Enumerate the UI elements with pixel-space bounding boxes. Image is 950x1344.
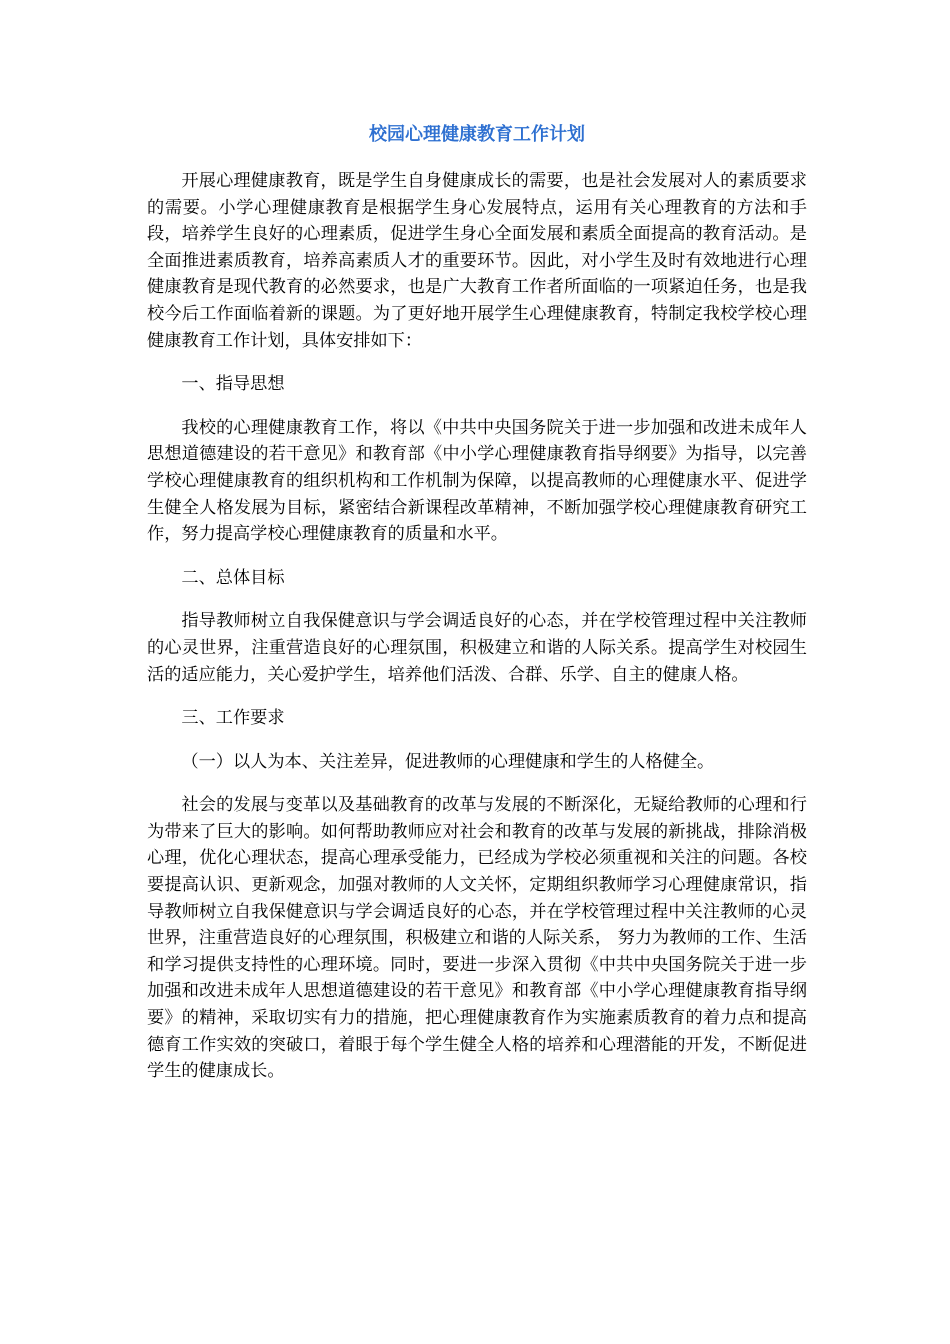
section-heading-overall-goal: 二、总体目标 (181, 567, 285, 588)
subsection-heading-people-oriented: （一）以人为本、关注差异，促进教师的心理健康和学生的人格健全。 (181, 751, 715, 772)
section-heading-work-requirements: 三、工作要求 (181, 708, 285, 729)
subsection-body-people-oriented: 社会的发展与变革以及基础教育的改革与发展的不断深化，无疑给教师的心理和行为带来了巨大的影响。如何帮助教师应对社会和教育的改革与发展的新挑战，排除消极心理，优化心理状态，提高心理承受能力，已经成为学校必须重视和关注的问题。各校要提高认识、更新观念，加强对教师的人文关怀，定期组织教师学习心理健康常识，指导教师树立自我保健意识与学会调适良好的心态，并在学校管理过程中关注教师的心灵世界，注重营造良好的心理氛围，积极建立和谐的人际关系， 努力为教师的工作、生活和学习提供支持性的心理环境。同时，要进一步深入贯彻《中共中央国务院关于进一步加强和改进未成年人思想道德建设的若干意见》和教育部《中小学心理健康教育指导纲要》的精神，采取切实有力的措施，把心理健康教育作为实施素质教育的着力点和提高德育工作实效的突破口，着眼于每个学生健全人格的培养和心理潜能的开发，不断促进学生的健康成长。 (147, 795, 807, 1082)
document-title: 校园心理健康教育工作计划 (369, 124, 585, 145)
intro-paragraph: 开展心理健康教育，既是学生自身健康成长的需要，也是社会发展对人的素质要求的需要。小学心理健康教育是根据学生身心发展特点，运用有关心理教育的方法和手段，培养学生良好的心理素质，促进学生身心全面发展和素质全面提高的教育活动。是全面推进素质教育，培养高素质人才的重要环节。因此，对小学生及时有效地进行心理健康教育是现代教育的必然要求，也是广大教育工作者所面临的一项紧迫任务，也是我校今后工作面临着新的课题。为了更好地开展学生心理健康教育，特制定我校学校心理健康教育工作计划，具体安排如下： (147, 171, 807, 351)
section-body-overall-goal: 指导教师树立自我保健意识与学会调适良好的心态，并在学校管理过程中关注教师的心灵世界，注重营造良好的心理氛围，积极建立和谐的人际关系。提高学生对校园生活的适应能力，关心爱护学生，培养他们活泼、合群、乐学、自主的健康人格。 (147, 611, 807, 685)
section-heading-guiding-thought: 一、指导思想 (181, 374, 285, 395)
document-page (147, 120, 807, 1102)
section-body-guiding-thought: 我校的心理健康教育工作，将以《中共中央国务院关于进一步加强和改进未成年人思想道德建设的若干意见》和教育部《中小学心理健康教育指导纲要》为指导，以完善学校心理健康教育的组织机构和工作机制为保障，以提高教师的心理健康水平、促进学生健全人格发展为目标，紧密结合新课程改革精神，不断加强学校心理健康教育研究工作，努力提高学校心理健康教育的质量和水平。 (147, 417, 807, 545)
